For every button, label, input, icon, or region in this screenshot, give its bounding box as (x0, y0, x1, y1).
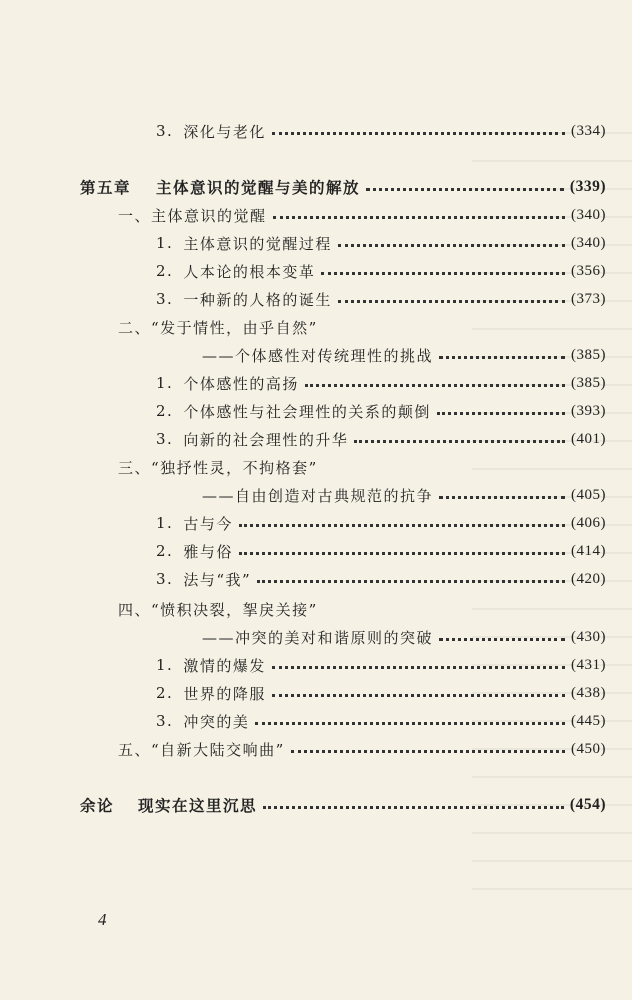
entry-number: 1. (156, 514, 174, 532)
entry-number: 1. (156, 234, 174, 252)
entry-number: 3. (156, 290, 174, 308)
entry-title: 个体感性的高扬 (183, 374, 299, 393)
entry-number: 1. (156, 656, 174, 674)
section-title: “发于情性，由乎自然” (151, 318, 318, 337)
entry-title: 激情的爆发 (183, 656, 266, 675)
entry-page: (405) (571, 486, 606, 503)
section-title: “独抒性灵，不拘格套” (151, 458, 318, 477)
dot-leader (439, 496, 565, 499)
entry-page: (438) (571, 684, 606, 701)
entry-page: (340) (571, 234, 606, 251)
dot-leader (338, 244, 565, 247)
toc-entry (156, 258, 606, 284)
entry-title: 向新的社会理性的升华 (183, 430, 349, 449)
toc-entry (156, 510, 606, 536)
section-title: “愤积决裂，挐戾关接” (151, 600, 318, 619)
toc-section-3 (118, 454, 318, 480)
entry-title: 一种新的人格的诞生 (183, 290, 332, 309)
entry-page: (339) (569, 178, 606, 195)
entry-number: 3. (156, 430, 174, 448)
entry-page: (454) (569, 796, 606, 813)
toc-entry (156, 566, 606, 592)
entry-page: (414) (571, 542, 606, 559)
toc-section-2 (118, 314, 318, 340)
toc-entry (156, 708, 606, 734)
toc-chapter-five (80, 174, 606, 200)
entry-page: (385) (571, 346, 606, 363)
entry-number: 2. (156, 542, 174, 560)
entry-title: 个体感性与社会理性的关系的颠倒 (183, 402, 431, 421)
dot-leader (291, 750, 565, 753)
epilogue-title: 现实在这里沉思 (138, 796, 258, 815)
entry-number: 3. (156, 570, 174, 588)
section-title: “自新大陆交响曲” (151, 740, 285, 759)
toc-epilogue (80, 792, 606, 818)
toc-section-subtitle (202, 342, 606, 368)
section-number: 五、 (118, 740, 152, 759)
epilogue-label: 余论 (80, 796, 115, 815)
entry-number: 2. (156, 402, 174, 420)
toc-entry (156, 370, 606, 396)
toc-entry (156, 538, 606, 564)
dot-leader (272, 666, 565, 669)
entry-page: (430) (571, 628, 606, 645)
entry-page: (420) (571, 570, 606, 587)
entry-title: 法与“我” (183, 570, 252, 589)
entry-page: (450) (571, 740, 606, 757)
dot-leader (263, 806, 564, 809)
entry-number: 2. (156, 684, 174, 702)
toc-entry (156, 426, 606, 452)
entry-page: (401) (571, 430, 606, 447)
section-number: 三、 (118, 458, 152, 477)
chapter-number: 第五章 (80, 178, 132, 197)
entry-title: 人本论的根本变革 (183, 262, 316, 281)
entry-page: (340) (571, 206, 606, 223)
entry-page: (431) (571, 656, 606, 673)
entry-page: (334) (571, 122, 606, 139)
dot-leader (321, 272, 565, 275)
entry-number: 3. (156, 712, 174, 730)
dot-leader (257, 580, 565, 583)
section-title: 主体意识的觉醒 (151, 206, 267, 225)
dot-leader (437, 412, 565, 415)
page-number: 4 (98, 910, 107, 929)
entry-number: 3. (156, 122, 174, 140)
entry-number: 1. (156, 374, 174, 392)
entry-page: (393) (571, 402, 606, 419)
dot-leader (354, 440, 565, 443)
section-number: 二、 (118, 318, 152, 337)
toc-section-4 (118, 596, 318, 622)
dot-leader (272, 132, 565, 135)
entry-page: (373) (571, 290, 606, 307)
dot-leader (305, 384, 565, 387)
entry-title: 深化与老化 (183, 122, 266, 141)
dot-leader (239, 552, 565, 555)
toc-entry-3-deepening (156, 118, 606, 144)
entry-page: (356) (571, 262, 606, 279)
toc-section-5 (118, 736, 606, 762)
section-subtitle: ——个体感性对传统理性的挑战 (202, 346, 434, 365)
entry-number: 2. (156, 262, 174, 280)
toc-entry (156, 230, 606, 256)
dot-leader (439, 638, 565, 641)
entry-page: (385) (571, 374, 606, 391)
entry-title: 雅与俗 (183, 542, 233, 561)
toc-entry (156, 652, 606, 678)
entry-page: (406) (571, 514, 606, 531)
dot-leader (239, 524, 565, 527)
entry-page: (445) (571, 712, 606, 729)
entry-title: 世界的降服 (183, 684, 266, 703)
section-subtitle: ——冲突的美对和谐原则的突破 (202, 628, 434, 647)
section-number: 一、 (118, 206, 152, 225)
toc-entry (156, 680, 606, 706)
dot-leader (272, 694, 565, 697)
entry-title: 主体意识的觉醒过程 (183, 234, 332, 253)
toc-entry (156, 398, 606, 424)
toc-section-1 (118, 202, 606, 228)
dot-leader (338, 300, 565, 303)
chapter-title: 主体意识的觉醒与美的解放 (156, 178, 361, 197)
section-number: 四、 (118, 600, 152, 619)
dot-leader (439, 356, 565, 359)
toc-section-subtitle (202, 482, 606, 508)
dot-leader (273, 216, 565, 219)
entry-title: 古与今 (183, 514, 233, 533)
section-subtitle: ——自由创造对古典规范的抗争 (202, 486, 434, 505)
dot-leader (366, 188, 564, 191)
entry-title: 冲突的美 (183, 712, 250, 731)
dot-leader (255, 722, 565, 725)
toc-entry (156, 286, 606, 312)
toc-section-subtitle (202, 624, 606, 650)
